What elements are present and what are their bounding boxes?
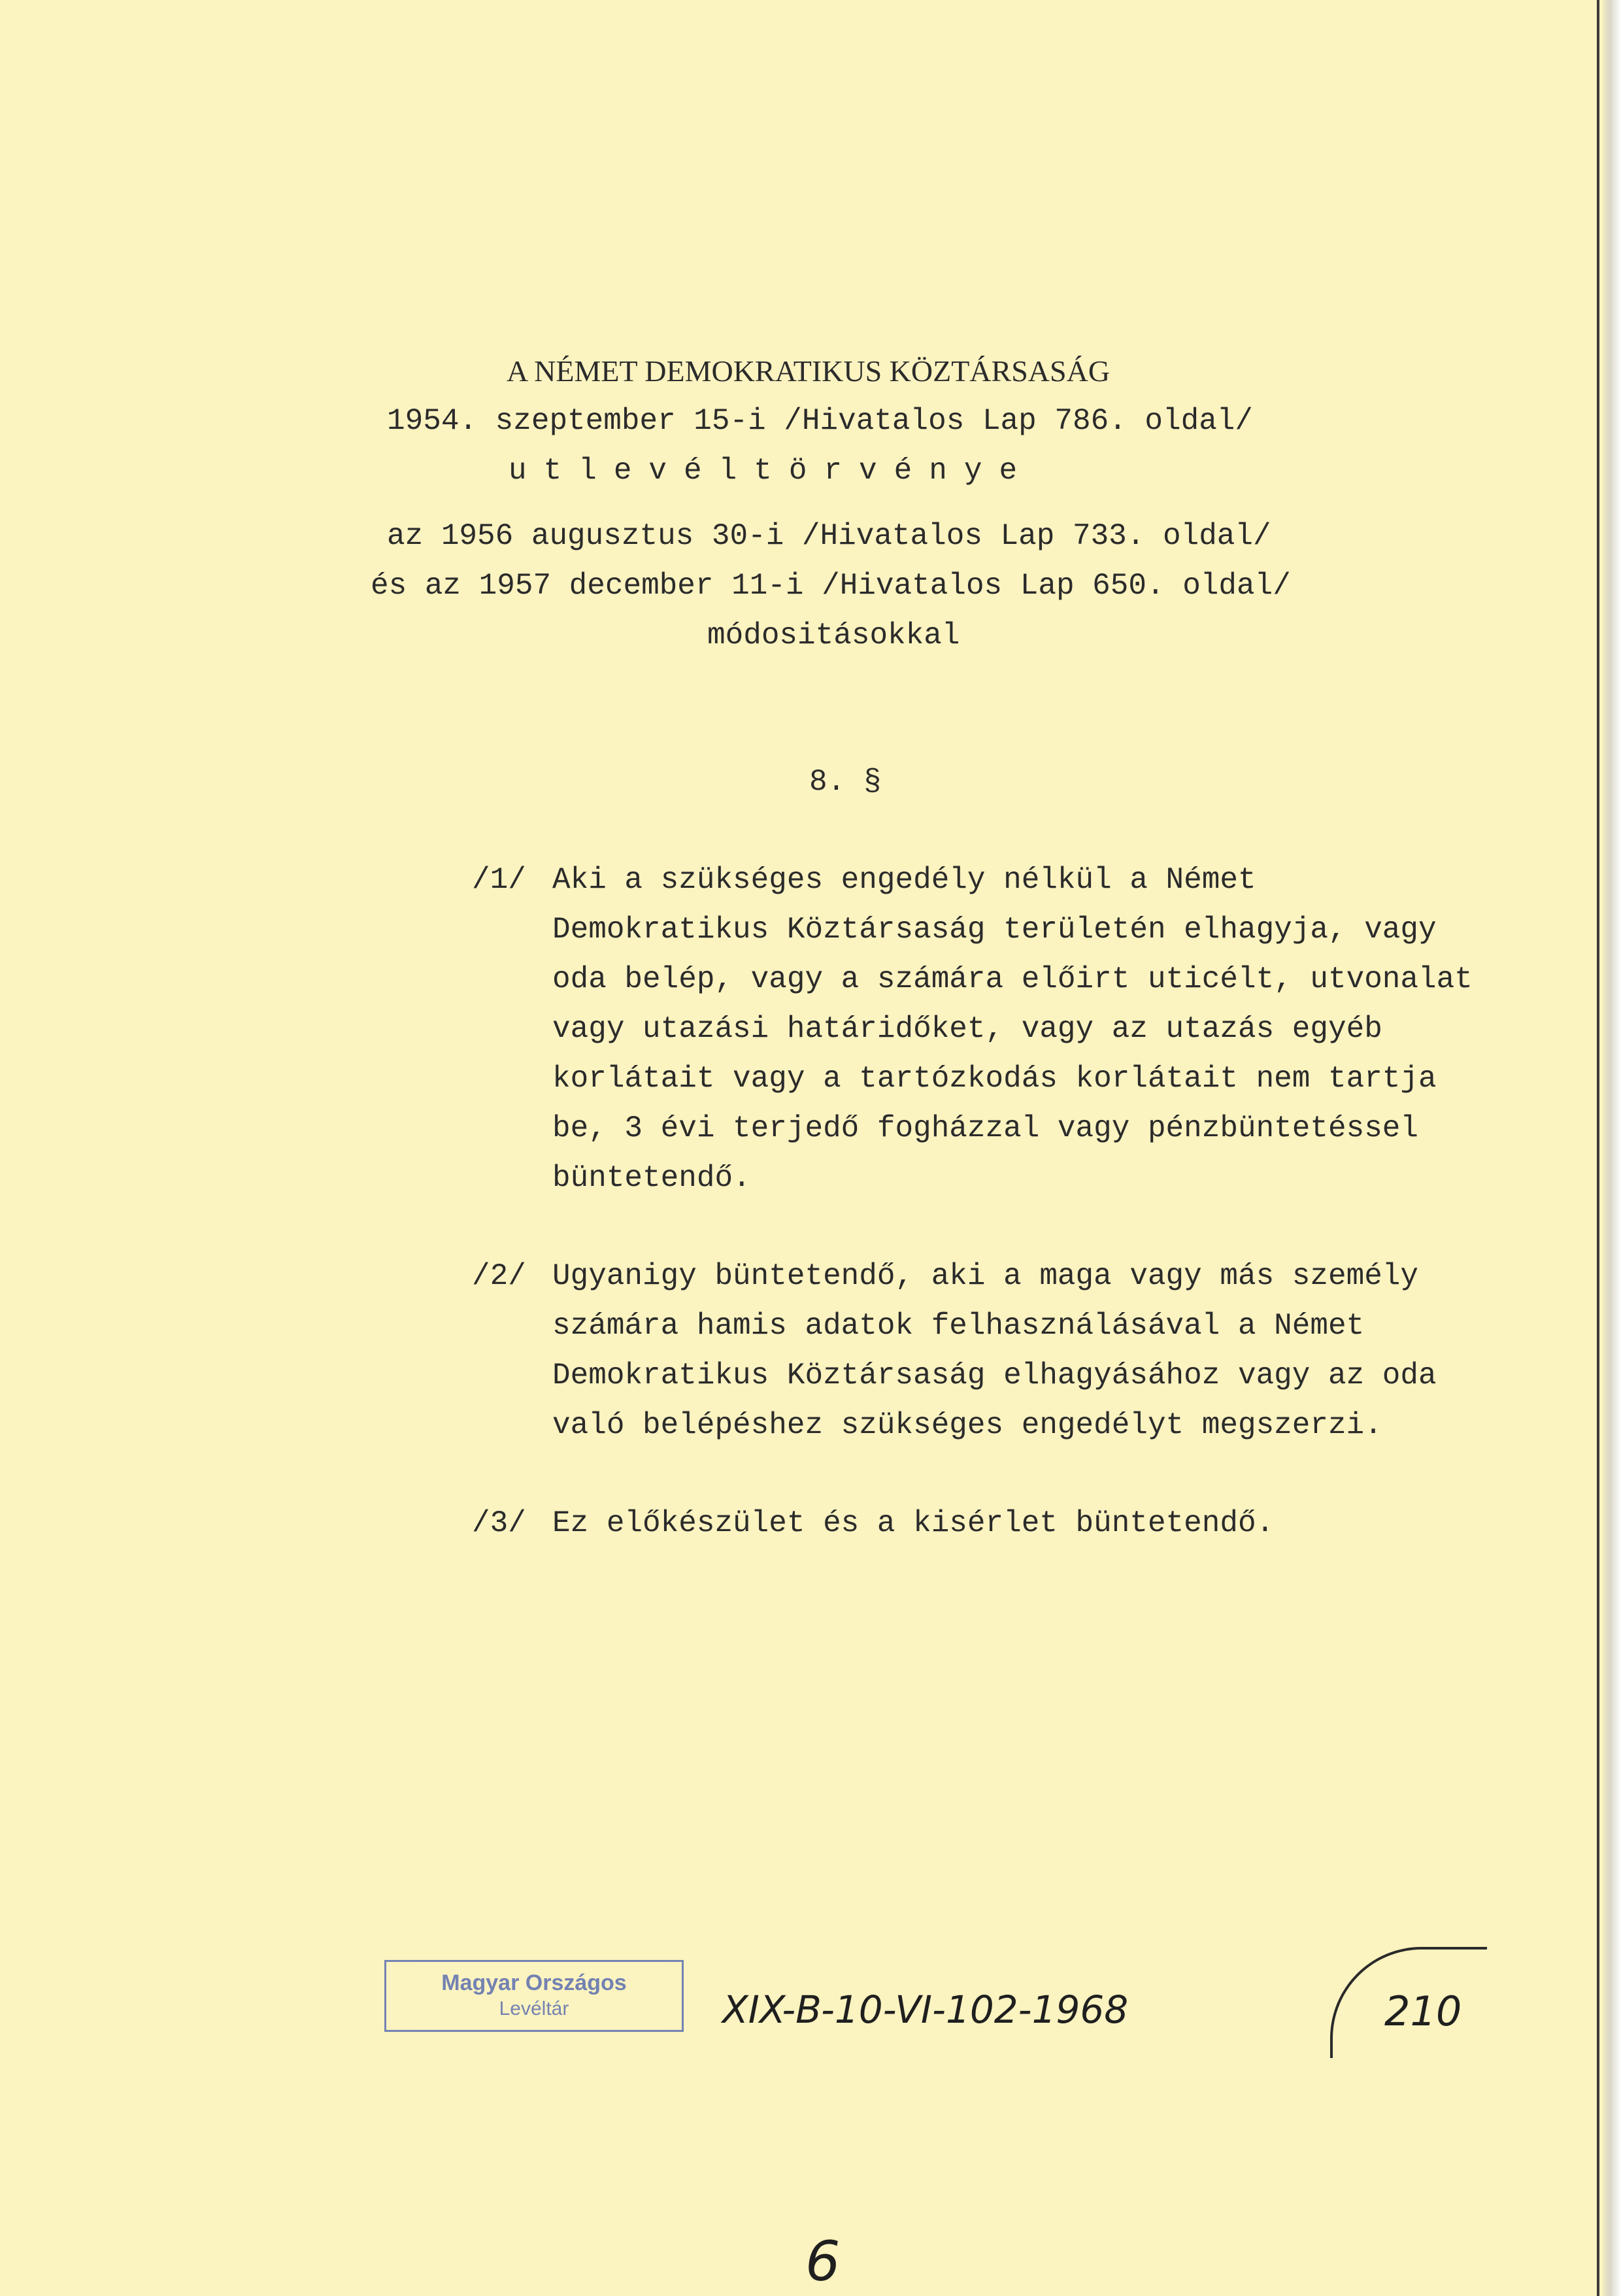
header-line-law: utlevéltörvénye xyxy=(509,454,1035,488)
page-edge-line xyxy=(1597,0,1599,2296)
paragraph-1-line-7: büntetendő. xyxy=(552,1161,751,1195)
paragraph-3-line-1: Ez előkészület és a kisérlet büntetendő. xyxy=(552,1506,1275,1540)
header-line-amendment-1: az 1956 augusztus 30-i /Hivatalos Lap 733. oldal/ xyxy=(387,519,1271,553)
page-edge xyxy=(1603,0,1621,2296)
paragraph-2-line-3: Demokratikus Köztársaság elhagyásához vagy az oda xyxy=(552,1359,1437,1393)
header-line-amendments: módositásokkal xyxy=(707,618,960,652)
stamp-line-1: Magyar Országos xyxy=(441,1970,627,1995)
paragraph-2-line-2: számára hamis adatok felhasználásával a Német xyxy=(552,1309,1365,1343)
stamp-line-2: Levéltár xyxy=(499,1998,569,2019)
paragraph-1-line-2: Demokratikus Köztársaság területén elhagyja, vagy xyxy=(552,913,1437,947)
document-title: A NÉMET DEMOKRATIKUS KÖZTÁRSASÁG xyxy=(507,354,1111,388)
paragraph-3-number: /3/ xyxy=(472,1506,526,1540)
paragraph-1-line-4: vagy utazási határidőket, vagy az utazás egyéb xyxy=(552,1012,1382,1046)
paragraph-2-line-1: Ugyanigy büntetendő, aki a maga vagy más személy xyxy=(552,1259,1419,1293)
paragraph-2-line-4: való belépéshez szükséges engedélyt megszerzi. xyxy=(552,1408,1382,1442)
section-heading: 8. § xyxy=(809,765,882,799)
paragraph-1-line-3: oda belép, vagy a számára előirt uticélt, utvonalat xyxy=(552,962,1473,996)
paragraph-1-number: /1/ xyxy=(472,863,526,897)
paragraph-2-number: /2/ xyxy=(472,1259,526,1293)
page-number: 210 xyxy=(1384,1987,1462,2035)
header-line-amendment-2: és az 1957 december 11-i /Hivatalos Lap 650. oldal/ xyxy=(371,569,1291,603)
header-line-date: 1954. szeptember 15-i /Hivatalos Lap 786. oldal/ xyxy=(387,404,1254,438)
archive-stamp xyxy=(384,1960,684,2032)
paragraph-1-line-6: be, 3 évi terjedő fogházzal vagy pénzbüntetéssel xyxy=(552,1111,1419,1145)
paragraph-1-line-1: Aki a szükséges engedély nélkül a Német xyxy=(552,863,1256,897)
paragraph-1-line-5: korlátait vagy a tartózkodás korlátait nem tartja xyxy=(552,1062,1437,1096)
handwritten-mark: 6 xyxy=(805,2229,841,2293)
archive-reference: XIX-B-10-VI-102-1968 xyxy=(722,1987,1129,2032)
